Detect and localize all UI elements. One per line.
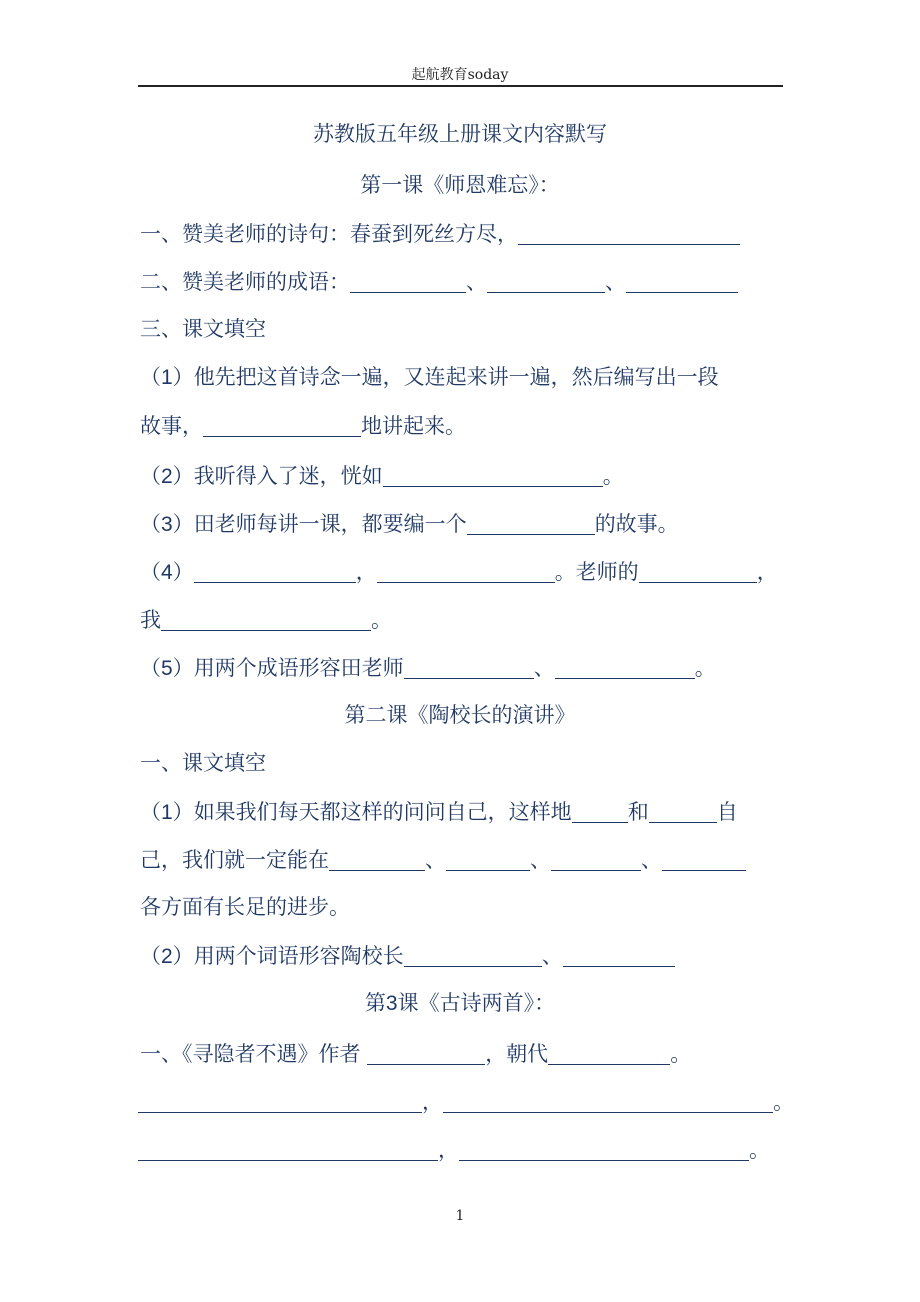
separator: 。 [749, 1138, 770, 1162]
lesson1-fill4 [140, 556, 778, 588]
item-text: 朝代 [506, 1042, 549, 1066]
separator: 、 [541, 944, 563, 968]
separator: 、 [641, 848, 662, 872]
separator: 、 [466, 270, 487, 294]
header-rule [138, 85, 783, 87]
answer-blank[interactable] [377, 556, 555, 583]
item-text: 如果我们每天都这样的问问自己，这样地 [193, 800, 572, 824]
item-number: （1） [140, 801, 194, 824]
answer-blank[interactable] [649, 796, 717, 823]
lesson1-fill1-cont [140, 410, 466, 441]
lesson1-q1-text: 一、赞美老师的诗句：春蚕到死丝方尽， [140, 222, 518, 246]
answer-blank[interactable] [563, 940, 675, 967]
lesson3-heading [138, 988, 782, 1019]
item-text: 用两个词语形容陶校长 [193, 944, 404, 968]
lesson2-fill1-cont [140, 844, 746, 875]
lesson1-fill5 [140, 652, 716, 684]
answer-blank[interactable] [467, 508, 595, 535]
separator: ， [438, 1138, 459, 1162]
item-text: 我听得入了迷，恍如 [193, 464, 383, 488]
item-text: 地讲起来。 [361, 414, 466, 438]
lesson1-fill4-cont [140, 604, 392, 635]
item-text: 故事， [140, 414, 203, 438]
separator: 、 [533, 656, 555, 680]
item-text: 他先把这首诗念一遍，又连起来讲一遍，然后编写出一段 [193, 365, 719, 389]
answer-blank[interactable] [443, 1086, 773, 1113]
answer-blank[interactable] [383, 460, 603, 487]
item-text: 的故事。 [594, 512, 679, 536]
answer-blank[interactable] [459, 1134, 749, 1161]
item-number: （3） [140, 513, 194, 536]
lesson-number: 3 [385, 992, 398, 1015]
item-number: （5） [140, 657, 194, 680]
separator: 、 [605, 270, 626, 294]
item-text: 和 [627, 800, 649, 824]
answer-blank[interactable] [404, 652, 534, 679]
answer-blank[interactable] [626, 266, 738, 293]
item-text: 己，我们就一定能在 [140, 848, 329, 872]
answer-blank[interactable] [487, 266, 605, 293]
separator: 。 [773, 1090, 794, 1114]
item-number: （1） [140, 366, 194, 389]
lesson1-fill1 [140, 362, 719, 393]
poem-line-1 [138, 1086, 794, 1117]
lesson2-fill1-cont2: 各方面有长足的进步。 [140, 895, 350, 919]
answer-blank[interactable] [518, 218, 740, 245]
lesson1-fill3 [140, 508, 679, 540]
answer-blank[interactable] [138, 1134, 438, 1161]
separator: ， [756, 560, 778, 584]
heading-text: 课《古诗两首》： [397, 991, 556, 1015]
page-number: 1 [455, 1208, 465, 1224]
lesson1-q2-text: 二、赞美老师的成语： [140, 270, 350, 294]
lesson2-q1: 一、课文填空 [140, 751, 266, 775]
answer-blank[interactable] [446, 844, 530, 871]
answer-blank[interactable] [551, 844, 641, 871]
item-number: （2） [140, 465, 194, 488]
answer-blank[interactable] [639, 556, 757, 583]
answer-blank[interactable] [329, 844, 425, 871]
answer-blank[interactable] [161, 604, 371, 631]
item-text: 我 [140, 608, 161, 632]
item-text: 。 [670, 1042, 692, 1066]
lesson2-fill1 [140, 796, 738, 828]
lesson1-q1 [140, 218, 740, 249]
page-header: 起航教育soday [411, 67, 509, 83]
separator: 、 [530, 848, 551, 872]
lesson1-q3: 三、课文填空 [140, 317, 266, 341]
item-text: 自 [716, 800, 738, 824]
poem-line-2 [138, 1134, 770, 1165]
answer-blank[interactable] [194, 556, 356, 583]
item-text: 。老师的 [554, 560, 639, 584]
item-text: 一、《寻隐者不遇》作者 [140, 1042, 368, 1066]
item-number: （2） [140, 945, 194, 968]
lesson1-q2 [140, 266, 738, 297]
item-text: 用两个成语形容田老师 [193, 656, 404, 680]
answer-blank[interactable] [662, 844, 746, 871]
separator: ， [355, 560, 377, 584]
separator: 、 [425, 848, 446, 872]
answer-blank[interactable] [572, 796, 628, 823]
separator: ， [485, 1042, 507, 1066]
lesson1-heading: 第一课《师恩难忘》： [360, 173, 560, 197]
answer-blank[interactable] [350, 266, 466, 293]
item-text: 。 [602, 464, 624, 488]
lesson2-fill2 [140, 940, 675, 972]
heading-text: 第 [364, 991, 386, 1015]
item-number: （4） [140, 561, 194, 584]
answer-blank[interactable] [367, 1038, 485, 1065]
separator: ， [422, 1090, 443, 1114]
document-title: 苏教版五年级上册课文内容默写 [313, 122, 607, 146]
answer-blank[interactable] [203, 410, 361, 437]
lesson1-fill2 [140, 460, 624, 492]
item-text: 。 [371, 608, 392, 632]
answer-blank[interactable] [404, 940, 542, 967]
item-text: 田老师每讲一课，都要编一个 [193, 512, 467, 536]
answer-blank[interactable] [555, 652, 695, 679]
lesson2-heading: 第二课《陶校长的演讲》 [344, 703, 576, 727]
answer-blank[interactable] [548, 1038, 670, 1065]
lesson3-q1 [140, 1038, 691, 1069]
item-text: 。 [694, 656, 716, 680]
answer-blank[interactable] [138, 1086, 422, 1113]
